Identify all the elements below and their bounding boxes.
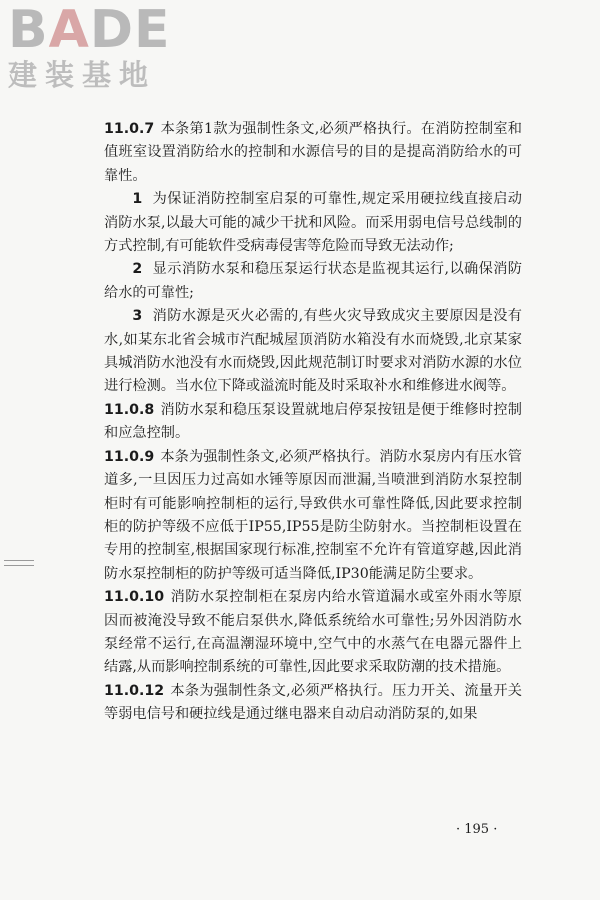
item-number: 2 <box>132 261 143 278</box>
section-paragraph <box>104 446 522 586</box>
list-item-paragraph <box>104 305 522 399</box>
paragraph-text: 为保证消防控制室启泵的可靠性,规定采用硬拉线直接启动消防水泵,以最大可能的减少干扰和风险。而采用弱电信号总线制的方式控制,有可能软件受病毒侵害等危险而导致无法动作; <box>104 191 522 255</box>
paragraph-text: 本条为强制性条文,必须严格执行。压力开关、流量开关等弱电信号和硬拉线是通过继电器来自动启动消防泵的,如果 <box>104 682 522 723</box>
section-paragraph <box>104 680 522 727</box>
section-number: 11.0.7 <box>104 121 155 137</box>
paragraph-text: 消防水源是灭火必需的,有些火灾导致成灾主要原因是没有水,如某东北省会城市汽配城屋顶消防水箱没有水而烧毁,北京某家具城消防水池没有水而烧毁,因此规范制订时要求对消防水源的水位进行检测。当水位下降或溢流时能及时采取补水和维修进水阀等。 <box>104 308 522 395</box>
list-item-paragraph <box>104 188 522 258</box>
paragraph-text: 本条为强制性条文,必须严格执行。消防水泵房内有压水管道多,一旦因压力过高如水锤等原因而泄漏,当喷泄到消防水泵控制柜时有可能影响控制柜的运行,导致供水可靠性降低,因此要求控制柜的防护等级不应低于IP55,IP55是防尘防射水。当控制柜设置在专用的控制室,根据国家现行标准,控制室不允许有管道穿越,因此消防水泵控制柜的防护等级可适当降低,IP30能满足防尘要求。 <box>104 448 522 582</box>
logo-subtitle: 建装基地 <box>8 58 157 92</box>
section-paragraph <box>104 586 522 680</box>
document-body <box>104 118 522 727</box>
item-number: 3 <box>132 308 143 325</box>
section-number: 11.0.8 <box>104 401 155 418</box>
section-paragraph <box>104 399 522 446</box>
section-number: 11.0.10 <box>104 589 165 606</box>
logo-wordmark <box>8 0 178 60</box>
section-number: 11.0.9 <box>104 448 155 465</box>
margin-mark <box>4 560 34 566</box>
logo-letters: DE <box>89 0 171 60</box>
page-number: · 195 · <box>456 822 498 837</box>
section-paragraph <box>104 118 522 188</box>
paragraph-text: 消防水泵和稳压泵设置就地启停泵按钮是便于维修时控制和应急控制。 <box>104 401 522 442</box>
paragraph-text: 消防水泵控制柜在泵房内给水管道漏水或室外雨水等原因而被淹没导致不能启泵供水,降低系统给水可靠性;另外因消防水泵经常不运行,在高温潮湿环境中,空气中的水蒸气在电器元器件上结露,从而影响控制系统的可靠性,因此要求采取防潮的技术措施。 <box>104 589 522 676</box>
list-item-paragraph <box>104 258 522 305</box>
item-number: 1 <box>132 191 143 208</box>
paragraph-text: 本条第1款为强制性条文,必须严格执行。在消防控制室和值班室设置消防给水的控制和水源信号的目的是提高消防给水的可靠性。 <box>104 121 522 184</box>
logo <box>8 0 178 92</box>
section-number: 11.0.12 <box>104 682 165 699</box>
logo-letter: B <box>8 0 49 60</box>
logo-letter-accent: A <box>48 0 90 60</box>
paragraph-text: 显示消防水泵和稳压泵运行状态是监视其运行,以确保消防给水的可靠性; <box>104 261 522 301</box>
